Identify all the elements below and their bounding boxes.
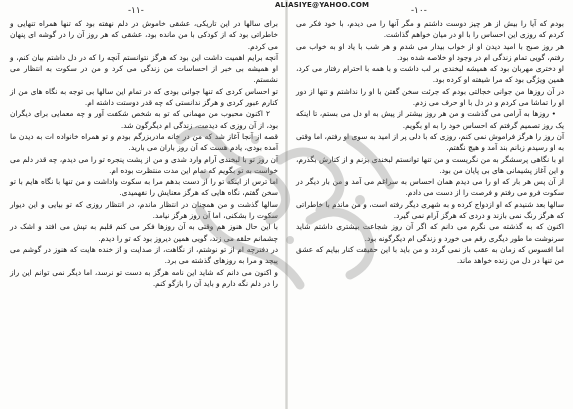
paragraph: بودم که آیا را بیش از هر چیز دوست داشتم و مگر آنها را می دیدم، با خود فکر می کردم که روزی این احساس را با او در میان خواهم گذاشت. (296, 19, 564, 40)
left-page-number: -۱۱- (128, 6, 144, 16)
paragraph: سالها گذشت و من همچنان در انتظار ماندم، در انتظار روزی که تو بیایی و این دیوار سکوت را بشکنی، اما آن روز هرگز نیامد. (10, 199, 278, 221)
paragraph: در آن روزها من جوانی خجالتی بودم که جرئت سخن گفتن با او را نداشتم و تنها از دور او را تماشا می کردم و در دل با او حرف می زدم. (296, 86, 564, 108)
paragraph: ۲ اکنون محبوب من مهمانی که تو به شخص شکفت آور و چه معمایی برای دیگران بود، از آن روزی که دیدمت، زندگی ام دیگرگون شد. (10, 109, 278, 130)
right-page-text (296, 18, 564, 267)
left-page (0, 0, 286, 409)
paragraph: اما افسوس که زمان به عقب باز نمی گردد و من باید با این حقیقت کنار بیایم که عشق من تنها در دل من زنده خواهد ماند. (296, 244, 564, 266)
paragraph: او دختری مهربان بود که همیشه لبخندی بر لب داشت و با همه با احترام رفتار می کرد، همین ویژگی بود که مرا شیفته او کرده بود. (296, 64, 564, 85)
paragraph: تو احساس کردی که تنها جوانی بودی که در تمام این سالها بی توجه به نگاه های من از کنارم عبور کردی و هرگز ندانستی که چه قدر دوستت داشته ام. (10, 86, 278, 108)
paragraph: آن روز را هرگز فراموش نمی کنم، روزی که با دلی پر از امید به سوی او رفتم، اما وقتی به او رسیدم زبانم بند آمد و هیچ نگفتم. (296, 131, 564, 153)
paragraph: اکنون که به گذشته می نگرم می دانم که اگر آن روز شجاعت بیشتری داشتم شاید سرنوشت ما طور دیگری رقم می خورد و زندگی ام دیگرگونه بود. (296, 222, 564, 243)
paragraph: قصه از آنجا آغاز شد که من در خانه مادربزرگم بودم و تو همراه خانواده ات به دیدن ما آمده بودی، یادم هست که آن روز باران می بارید. (10, 131, 278, 153)
right-page-number: -۱۰- (411, 6, 427, 16)
paragraph: و اکنون می دانم که شاید این نامه هرگز به دست تو نرسد، اما دیگر نمی توانم این راز را در دلم نگه دارم و باید آن را بازگو کنم. (10, 267, 278, 288)
paragraph: اما ترس از اینکه تو را از دست بدهم مرا به سکوت واداشت و من تنها با نگاه هایم با تو سخن گفتم، نگاه هایی که هرگز معنایش را نفهمیدی. (10, 177, 278, 198)
paragraph: آن روز تو با لبخندی آرام وارد شدی و من از پشت پنجره تو را می دیدم، چه قدر دلم می خواست به تو بگویم که تمام این مدت منتظرت بوده ام. (10, 154, 278, 175)
paragraph: از آن پس هر بار که او را می دیدم همان احساس به سراغم می آمد و من بار دیگر در سکوت فرو می رفتم و فرصت را از دست می دادم. (296, 177, 564, 198)
paragraph: در دفترچه ام از تو نوشتم، از نگاهت، از صدایت و از خنده هایت که هنوز در گوشم می پیچد و مرا به روزهای گذشته می برد. (10, 244, 278, 266)
left-page-text (10, 18, 278, 289)
right-page (287, 0, 573, 409)
header-email: ALIASIYE@YAHOO.COM (275, 1, 370, 9)
paragraph: برای سالها در این تاریکی، عشقی خاموش در دلم نهفته بود که تنها همراه تنهایی و خاطراتی بود که از کودکی با من مانده بود، عشقی که هر روز آن را در گوشه ای پنهان می کردم. (10, 19, 278, 51)
paragraph: • روزها به آرامی می گذشت و من هر روز بیشتر از پیش به او دل می بستم، تا اینکه یک روز تصمیم گرفتم که احساس خود را به او بگویم. (296, 109, 564, 130)
paragraph: آنچه برایم اهمیت داشت این بود که هرگز نتوانستم آنچه را که در دل داشتم بیان کنم، و او همیشه بی خبر از احساسات من زندگی می کرد و من در سکوت به انتظار می نشستم. (10, 52, 278, 85)
paragraph: هر روز صبح با امید دیدن او از خواب بیدار می شدم و هر شب با یاد او به خواب می رفتم، گویی تمام زندگی ام در وجود او خلاصه شده بود. (296, 41, 564, 62)
paragraph: سالها بعد شنیدم که او ازدواج کرده و به شهری دیگر رفته است، و من ماندم با خاطراتی که هرگز رنگ نمی بازند و دردی که هرگز آرام نمی گیرد. (296, 199, 564, 221)
paragraph: با این حال هنوز هم وقتی به آن روزها فکر می کنم قلبم به تپش می افتد و اشک در چشمانم حلقه می زند، گویی همین دیروز بود که تو را دیدم. (10, 222, 278, 243)
paragraph: او با نگاهی پرسشگر به من نگریست و من تنها توانستم لبخندی بزنم و از کنارش بگذرم، و این آغاز پشیمانی های بی پایان من بود. (296, 154, 564, 175)
